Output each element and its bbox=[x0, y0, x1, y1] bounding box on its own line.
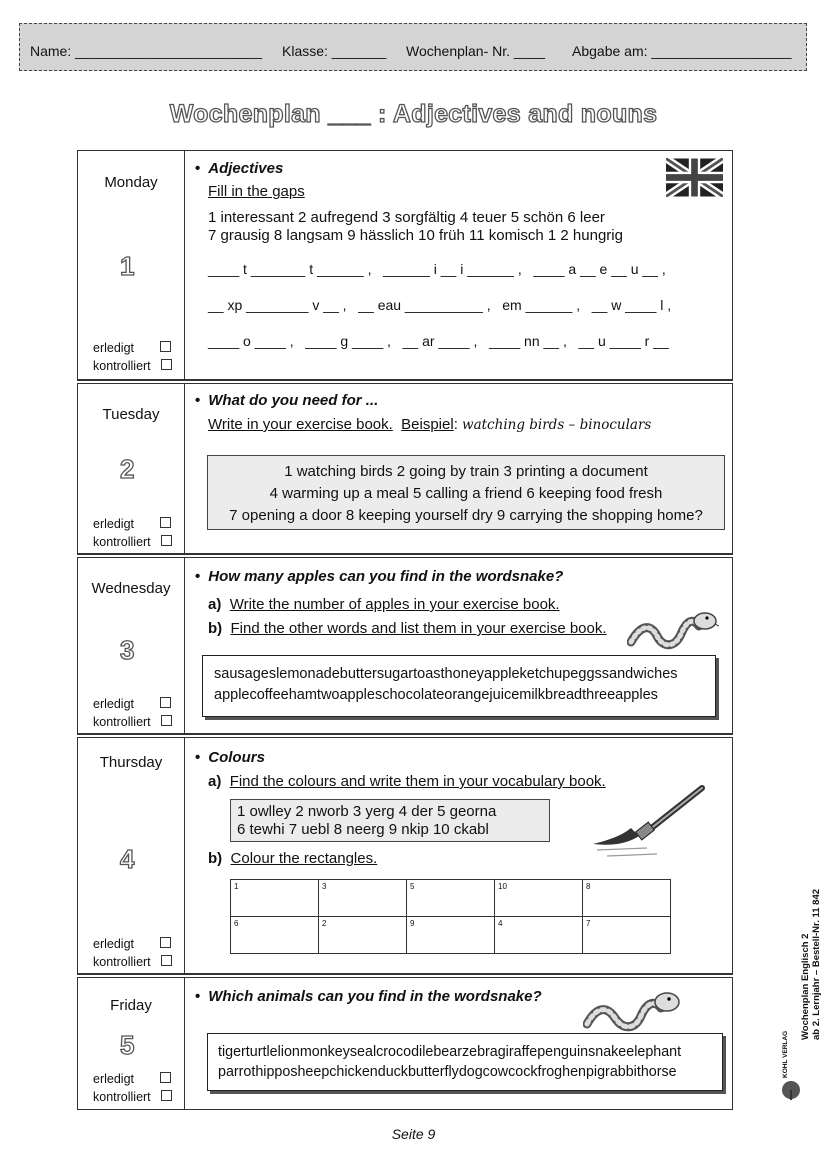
colour-rectangle[interactable]: 2 bbox=[319, 917, 407, 954]
row-tuesday bbox=[77, 383, 733, 554]
row-divider bbox=[77, 974, 733, 978]
day-name: Tuesday bbox=[102, 406, 160, 423]
publisher-logo bbox=[778, 1030, 804, 1102]
row-monday bbox=[77, 150, 733, 380]
wednesday-content bbox=[185, 558, 732, 733]
colour-rectangle[interactable]: 10 bbox=[495, 880, 583, 917]
status-block bbox=[93, 515, 172, 551]
paintbrush-icon bbox=[587, 784, 707, 860]
colour-rectangle[interactable]: 1 bbox=[231, 880, 319, 917]
imprint-line-2: ab 2. Lernjahr – Bestell-Nr. 11 842 bbox=[811, 888, 822, 1040]
wordsnake-line-2: parrothipposheepchickenduckbutterflydogcowcockfroghenpigrabbithorse bbox=[218, 1064, 677, 1080]
page-number: Seite 9 bbox=[391, 1126, 436, 1142]
colour-rectangle[interactable]: 3 bbox=[319, 880, 407, 917]
day-column bbox=[78, 978, 185, 1109]
wordsnake-line-2: applecoffeehamtwoappleschocolateorangejuicemilkbreadthreeapples bbox=[214, 687, 658, 703]
day-number: 3 bbox=[120, 635, 135, 665]
row-thursday bbox=[77, 737, 733, 974]
word-list-line-2: 7 grausig 8 langsam 9 hässlich 10 früh 11 komisch 1 2 hungrig bbox=[208, 227, 623, 244]
gap-line-3[interactable]: ____ o ____ , ____ g ____ , __ ar ____ , ____ nn __ , __ u ____ r __ bbox=[208, 333, 669, 349]
task-instruction: Fill in the gaps bbox=[208, 183, 305, 200]
header-bar bbox=[19, 23, 807, 71]
friday-content bbox=[185, 978, 732, 1109]
colour-rectangles-table bbox=[230, 879, 671, 954]
checked-checkbox[interactable]: kontrolliert bbox=[93, 533, 172, 551]
row-divider bbox=[77, 554, 733, 558]
day-name: Thursday bbox=[99, 754, 163, 771]
task-a: a) Write the number of apples in your exercise book. bbox=[208, 596, 560, 613]
thursday-content bbox=[185, 738, 732, 973]
plan-number-field[interactable]: Wochenplan- Nr. ____ bbox=[406, 43, 546, 59]
day-column bbox=[78, 738, 185, 973]
colour-rectangle[interactable]: 6 bbox=[231, 917, 319, 954]
done-checkbox[interactable]: erledigt bbox=[93, 935, 172, 953]
colour-rectangle[interactable]: 8 bbox=[583, 880, 671, 917]
checked-checkbox[interactable]: kontrolliert bbox=[93, 1088, 172, 1106]
day-name: Friday bbox=[110, 997, 152, 1014]
colour-rectangle[interactable]: 4 bbox=[495, 917, 583, 954]
status-block bbox=[93, 695, 172, 731]
word-list-line-1: 1 interessant 2 aufregend 3 sorgfältig 4 teuer 5 schön 6 leer bbox=[208, 209, 605, 226]
task-a: a) Find the colours and write them in your vocabulary book. bbox=[208, 773, 606, 790]
monday-content bbox=[185, 151, 732, 379]
name-field[interactable]: Name: ________________________ bbox=[30, 43, 262, 59]
item-list-box bbox=[207, 455, 725, 530]
wordsnake-box bbox=[207, 1033, 723, 1091]
due-date-field[interactable]: Abgabe am: __________________ bbox=[572, 43, 792, 59]
checked-checkbox[interactable]: kontrolliert bbox=[93, 713, 172, 731]
task-b: b) Colour the rectangles. bbox=[208, 850, 378, 867]
status-block bbox=[93, 1070, 172, 1106]
wordsnake-line-1: tigerturtlelionmonkeysealcrocodilebearzebragiraffepenguinsnakeelephant bbox=[218, 1044, 682, 1060]
task-heading: • Which animals can you find in the wordsnake? bbox=[195, 988, 542, 1005]
checked-checkbox[interactable]: kontrolliert bbox=[93, 357, 172, 375]
scrambled-line-2: 6 tewhi 7 uebl 8 neerg 9 nkip 10 ckabl bbox=[237, 821, 489, 838]
uk-flag-icon bbox=[666, 158, 723, 197]
imprint-line-1: Wochenplan Englisch 2 bbox=[800, 933, 811, 1040]
gap-line-1[interactable]: ____ t _______ t ______ , ______ i __ i ______ , ____ a __ e __ u __ , bbox=[208, 261, 666, 277]
day-number: 4 bbox=[120, 844, 135, 874]
scrambled-colours-box bbox=[230, 799, 550, 842]
day-number: 1 bbox=[120, 251, 135, 281]
row-wednesday bbox=[77, 557, 733, 734]
item-line-2: 4 warming up a meal 5 calling a friend 6 keeping food fresh bbox=[269, 485, 663, 502]
wordsnake-box bbox=[202, 655, 716, 717]
class-field[interactable]: Klasse: _______ bbox=[282, 43, 387, 59]
publisher-name: KOHL VERLAG bbox=[782, 1030, 789, 1078]
day-column bbox=[78, 151, 185, 379]
snake-icon bbox=[627, 604, 719, 650]
page-title: Wochenplan ___ : Adjectives and nouns bbox=[169, 100, 658, 128]
row-divider bbox=[77, 380, 733, 384]
day-column bbox=[78, 558, 185, 733]
status-block bbox=[93, 935, 172, 971]
task-heading: • What do you need for ... bbox=[195, 392, 379, 409]
side-imprint bbox=[800, 860, 822, 1040]
colour-rectangle[interactable]: 9 bbox=[407, 917, 495, 954]
day-number: 2 bbox=[120, 454, 135, 484]
row-divider bbox=[77, 734, 733, 738]
checked-checkbox[interactable]: kontrolliert bbox=[93, 953, 172, 971]
day-name: Monday bbox=[104, 174, 158, 191]
colour-rectangle[interactable]: 7 bbox=[583, 917, 671, 954]
colour-rectangle[interactable]: 5 bbox=[407, 880, 495, 917]
task-heading: • Adjectives bbox=[195, 160, 284, 177]
done-checkbox[interactable]: erledigt bbox=[93, 515, 172, 533]
done-checkbox[interactable]: erledigt bbox=[93, 1070, 172, 1088]
status-block bbox=[93, 339, 172, 375]
task-b: b) Find the other words and list them in your exercise book. bbox=[208, 620, 607, 637]
day-number: 5 bbox=[120, 1030, 135, 1060]
day-name: Wednesday bbox=[91, 580, 171, 597]
row-friday bbox=[77, 977, 733, 1110]
week-plan-grid bbox=[77, 150, 733, 1110]
task-instruction: Write in your exercise book. Beispiel: watching birds – binoculars bbox=[208, 416, 652, 433]
wordsnake-line-1: sausageslemonadebuttersugartoasthoneyappleketchupeggssandwiches bbox=[214, 666, 678, 682]
gap-line-2[interactable]: __ xp ________ v __ , __ eau __________ , em ______ , __ w ____ l , bbox=[208, 297, 672, 313]
task-heading: • How many apples can you find in the wordsnake? bbox=[195, 568, 564, 585]
tuesday-content bbox=[185, 384, 732, 553]
task-heading: • Colours bbox=[195, 749, 265, 766]
item-line-3: 7 opening a door 8 keeping yourself dry 9 carrying the shopping home? bbox=[229, 507, 703, 524]
snake-icon bbox=[583, 984, 683, 1032]
scrambled-line-1: 1 owlley 2 nworb 3 yerg 4 der 5 georna bbox=[237, 803, 497, 820]
done-checkbox[interactable]: erledigt bbox=[93, 695, 172, 713]
item-line-1: 1 watching birds 2 going by train 3 printing a document bbox=[284, 463, 648, 480]
done-checkbox[interactable]: erledigt bbox=[93, 339, 172, 357]
day-column bbox=[78, 384, 185, 553]
